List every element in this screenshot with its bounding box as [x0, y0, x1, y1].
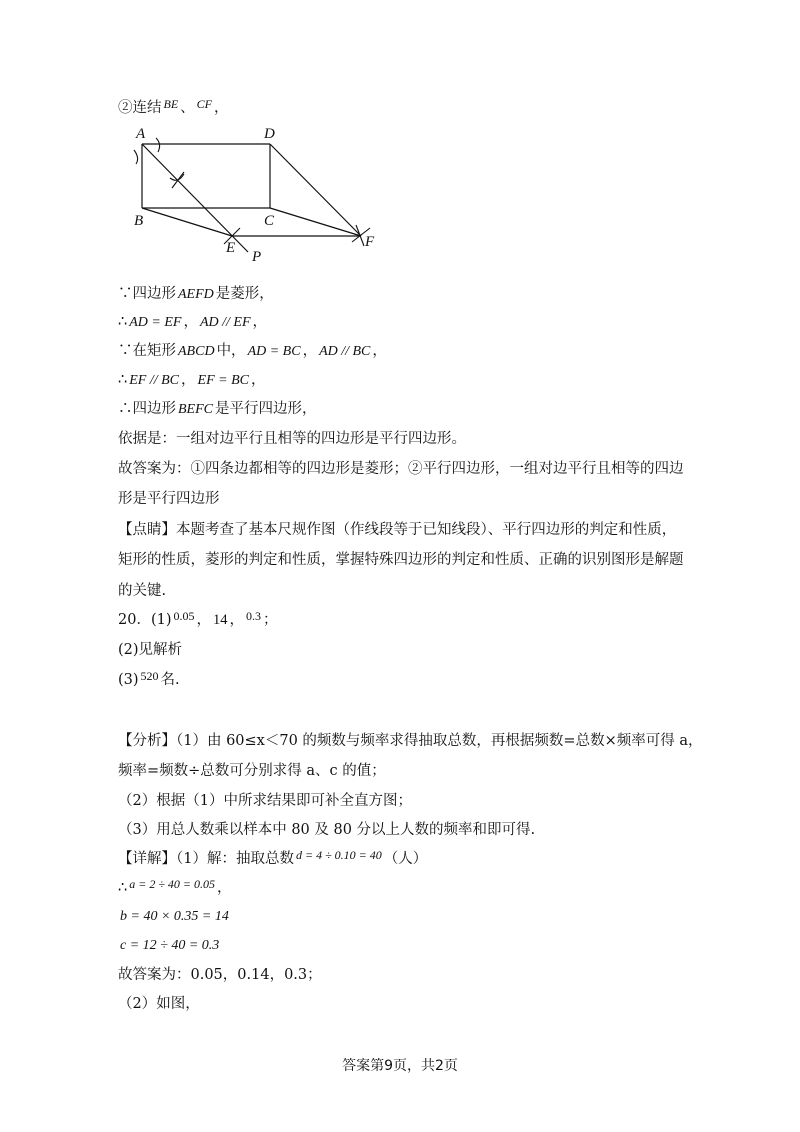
page-footer: 答案第9页，共2页	[342, 1058, 458, 1074]
text-line: 故答案为：0.05，0.14，0.3；	[118, 967, 322, 983]
text: ，	[181, 372, 196, 388]
text-line: (2)见解析	[118, 642, 183, 658]
math: EF = BC	[197, 373, 249, 388]
number: 520	[140, 669, 159, 683]
text: ∴	[118, 372, 128, 388]
text-line: b = 40 × 0.35 = 14	[120, 909, 229, 924]
label-c: C	[264, 213, 275, 229]
math: BEFC	[178, 402, 213, 417]
math: AD // EF	[199, 315, 251, 330]
text: 【详解】（1）解：抽取总数	[118, 851, 294, 867]
answer-line	[118, 670, 180, 690]
text: ，	[372, 343, 387, 359]
number: 0.3	[246, 609, 261, 623]
text: 中，	[216, 343, 246, 359]
text: (3)	[118, 672, 139, 688]
text: ∵在矩形	[118, 343, 176, 359]
number: 14	[213, 612, 228, 628]
label-p: P	[252, 249, 262, 265]
text-line: （2）如图，	[118, 996, 200, 1012]
text: ，	[214, 100, 229, 116]
text-line: 频率=频数÷总数可分别求得 a、c 的值；	[118, 763, 386, 779]
text-line: 的关键.	[118, 583, 167, 599]
text-line: 【点睛】本题考查了基本尺规作图（作线段等于已知线段）、平行四边形的判定和性质，	[118, 522, 677, 538]
math-cf: CF	[196, 97, 213, 111]
text: ，	[196, 612, 211, 628]
math-be: BE	[163, 97, 179, 111]
text: 20．(1)	[118, 612, 172, 628]
text: （人）	[383, 851, 428, 867]
label-f: F	[365, 234, 375, 250]
arc-mark	[156, 138, 160, 152]
text: 是菱形，	[215, 286, 274, 302]
label-e: E	[226, 240, 236, 256]
text-line	[118, 399, 317, 420]
text: ②连结	[118, 100, 162, 116]
text-line	[118, 341, 387, 362]
label-d: D	[264, 126, 275, 142]
text-line: 矩形的性质，菱形的判定和性质，掌握特殊四边形的判定和性质、正确的识别图形是解题	[118, 552, 684, 568]
math: AEFD	[178, 287, 214, 302]
math: AD = EF	[129, 315, 182, 330]
math: EF // BC	[129, 373, 180, 388]
text: ，	[302, 343, 318, 359]
text: ∴四边形	[118, 401, 176, 417]
text: ∵四边形	[118, 286, 176, 302]
geometry-figure	[118, 122, 388, 267]
text-line	[118, 284, 274, 305]
text-line: 依据是：一组对边平行且相等的四边形是平行四边形。	[118, 431, 466, 447]
answer-line	[118, 610, 278, 630]
math: AD // BC	[319, 344, 371, 359]
text: ，	[229, 612, 244, 628]
text-line: 形是平行四边形	[118, 491, 220, 507]
text: 是平行四边形，	[215, 401, 317, 417]
text-line	[118, 878, 232, 898]
text: ，	[183, 314, 198, 330]
text-line-connect	[118, 98, 229, 118]
label-b: B	[134, 213, 144, 229]
text-line: （3）用总人数乘以样本中 80 及 80 分以上人数的频率和即可得.	[118, 822, 536, 838]
text: ，	[252, 314, 267, 330]
text-line	[118, 312, 267, 333]
text: ，	[250, 372, 266, 388]
text: ∴	[118, 880, 128, 896]
text: 、	[180, 100, 195, 116]
text: ∴	[118, 314, 128, 330]
math: ABCD	[178, 344, 215, 359]
math: a = 2 ÷ 40 = 0.05	[129, 877, 216, 891]
text-line: 故答案为：①四条边都相等的四边形是菱形；②平行四边形，一组对边平行且相等的四边	[118, 461, 684, 477]
text: ，	[217, 880, 232, 896]
math: AD = BC	[247, 344, 301, 359]
label-a: A	[136, 126, 146, 142]
text: ；	[263, 612, 278, 628]
arc-mark	[134, 150, 138, 164]
math: d = 4 ÷ 0.10 = 40	[295, 848, 382, 862]
text: 名.	[160, 672, 180, 688]
text-line: c = 12 ÷ 40 = 0.3	[120, 938, 220, 953]
number: 0.05	[173, 609, 195, 623]
text-line	[118, 849, 427, 869]
text-line: （2）根据（1）中所求结果即可补全直方图；	[118, 793, 412, 809]
text-line: 【分析】（1）由 60≤x＜70 的频数与频率求得抽取总数，再根据频数=总数×频率可得 a，	[118, 733, 703, 749]
text-line	[118, 370, 265, 391]
